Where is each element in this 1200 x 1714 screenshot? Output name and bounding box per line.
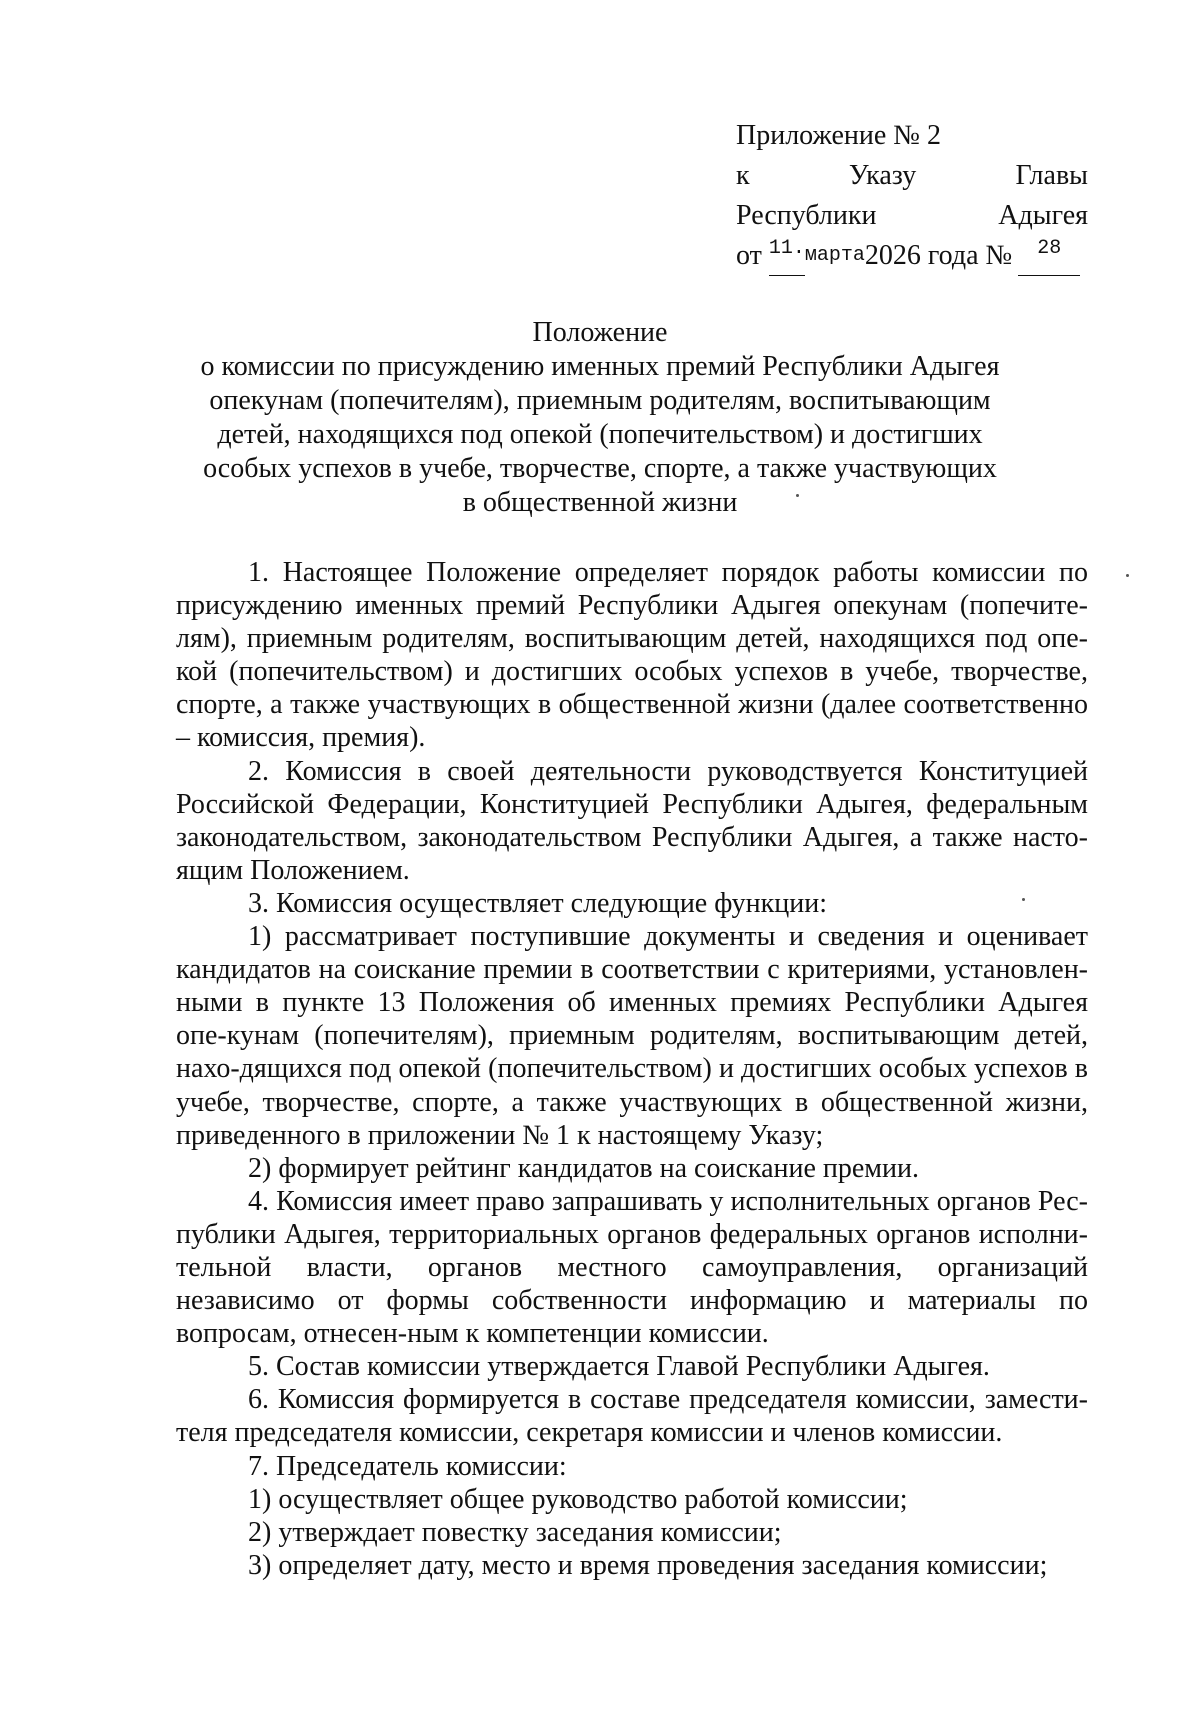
date-month-field: марта [804, 244, 865, 267]
header-word: Республики [736, 200, 877, 231]
paragraph: 3) определяет дату, место и время проведения заседания комиссии; [248, 1549, 1048, 1581]
paragraph: 1) осуществляет общее руководство работой комиссии; [248, 1483, 908, 1515]
title-line: о комиссии по присуждению именных премий Республики Адыгея [200, 351, 1000, 382]
header-word: Адыгея [998, 200, 1088, 231]
paragraph: 2) формирует рейтинг кандидатов на соискание премии. [248, 1152, 919, 1184]
header-line-1 [736, 116, 1088, 156]
paragraph: 6. Комиссия формируется в составе председателя комиссии, замести-теля председателя комиссии, секретаря комиссии и членов комиссии. [176, 1384, 1088, 1449]
attachment-header [736, 116, 1088, 276]
paragraph: 3. Комиссия осуществляет следующие функции: [248, 887, 828, 919]
date-day-field: 11. [769, 236, 805, 276]
scan-speck [1126, 574, 1129, 577]
title-line: опекунам (попечителям), приемным родителям, воспитывающим [209, 385, 991, 416]
header-line-2 [736, 156, 1088, 196]
scan-speck [1022, 898, 1025, 901]
header-word: Главы [1015, 160, 1088, 191]
paragraph: 2) утверждает повестку заседания комиссии; [248, 1516, 782, 1548]
decree-number-field: 28 [1018, 236, 1080, 276]
title-line: в общественной жизни [462, 487, 738, 518]
title-line: особых успехов в учебе, творчестве, спорте, а также участвующих [203, 453, 997, 484]
paragraph: 7. Председатель комиссии: [248, 1450, 567, 1482]
title-line: детей, находящихся под опекой (попечительством) и достигших [217, 419, 983, 450]
paragraph: 1) рассматривает поступившие документы и сведения и оценивает кандидатов на соискание премии в соответствии с критериями, установлен-ными в пункте 13 Положения об именных премиях Республики Адыгея опе-кунам (попечителям), приемным родителям, воспитывающим детей, нахо-дящихся под опекой (попечительством) и достигших особых успехов в учебе, творчестве, спорте, а также участвующих в общественной жизни, приведенного в приложении № 1 к настоящему Указу; [176, 921, 1088, 1151]
header-line-4 [736, 236, 1088, 276]
paragraph: 5. Состав комиссии утверждается Главой Республики Адыгея. [248, 1351, 990, 1383]
header-line-3 [736, 196, 1088, 236]
title-heading: Положение [532, 317, 668, 348]
paragraph: 4. Комиссия имеет право запрашивать у исполнительных органов Рес-публики Адыгея, территориальных органов федеральных органов исполни-тельной власти, органов местного самоуправления, организаций независимо от формы собственности информацию и материалы по вопросам, отнесен-ным к компетенции комиссии. [176, 1185, 1088, 1350]
date-prefix: от [736, 240, 762, 271]
scan-speck [796, 494, 799, 497]
appendix-label: Приложение № 2 [736, 120, 941, 151]
paragraph: 2. Комиссия в своей деятельности руководствуется Конституцией Российской Федерации, Конституцией Республики Адыгея, федеральным законодательством, законодательством Республики Адыгея, а также насто-ящим Положением. [176, 755, 1088, 886]
document-title [170, 316, 1030, 520]
header-word: Указу [848, 160, 917, 191]
date-year-label: 2026 года № [864, 240, 1013, 271]
paragraph: 1. Настоящее Положение определяет порядок работы комиссии по присуждению именных премий Республики Адыгея опекунам (попечите-лям), приемным родителям, воспитывающим детей, находящихся под опе-кой (попечительством) и достигших особых успехов в учебе, творчестве, спорте, а также участвующих в общественной жизни (далее соответственно – комиссия, премия). [176, 557, 1088, 754]
header-word: к [736, 160, 750, 191]
document-body [176, 556, 1088, 1582]
